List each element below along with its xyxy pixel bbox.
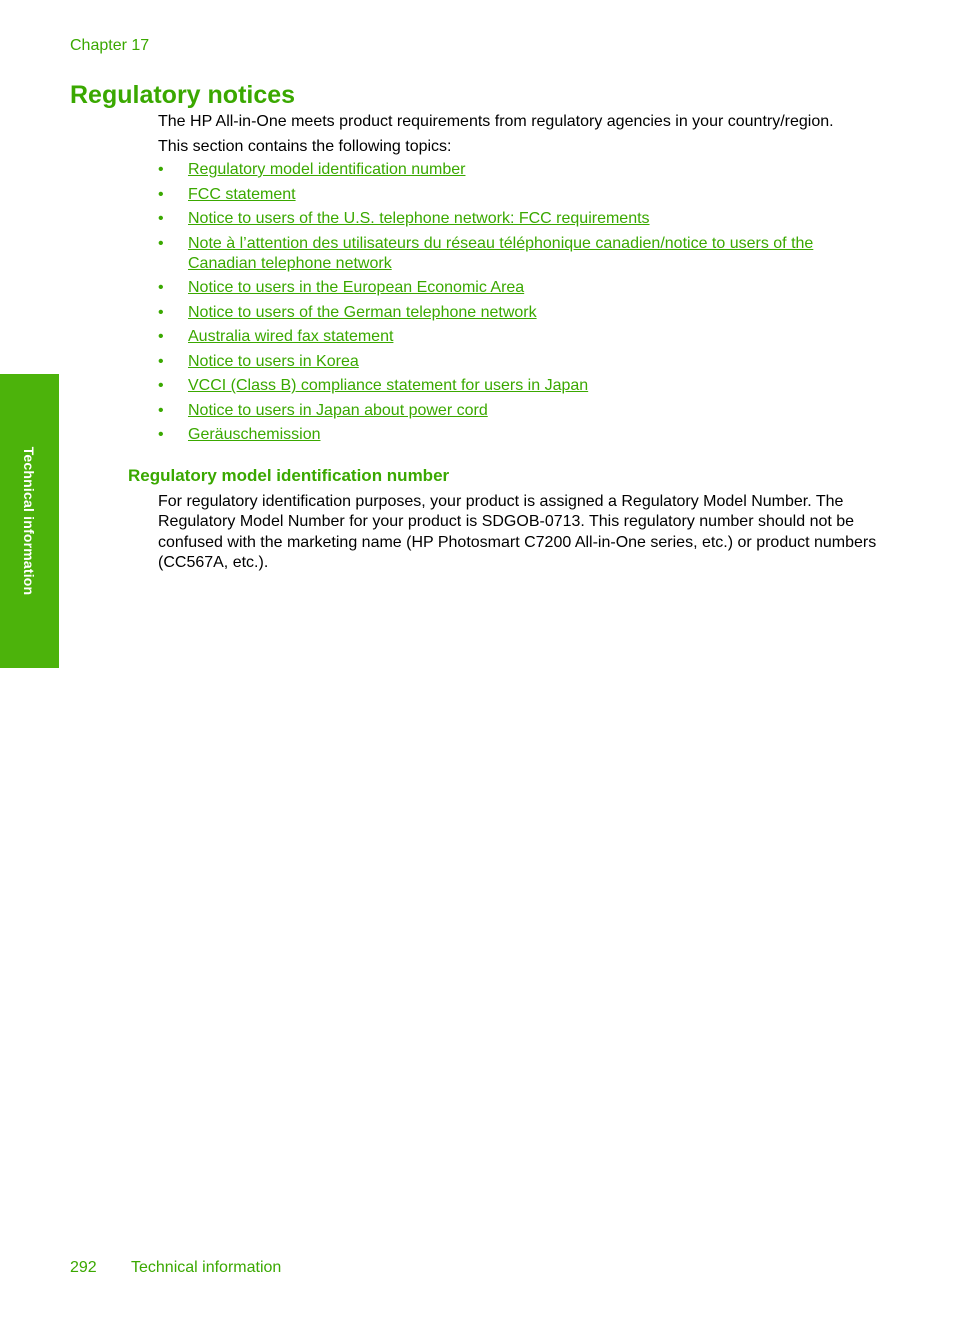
page-footer — [70, 1258, 281, 1278]
topic-link-vcci-japan[interactable]: VCCI (Class B) compliance statement for users in Japan — [188, 377, 589, 394]
list-item — [158, 303, 858, 323]
section-heading: Regulatory model identification number — [128, 466, 450, 485]
bullet-icon: • — [158, 185, 164, 203]
list-item — [158, 352, 858, 372]
topic-link-german-telephone[interactable]: Notice to users of the German telephone network — [188, 303, 537, 321]
topic-link-japan-power-cord[interactable]: Notice to users in Japan about power cord — [188, 401, 488, 419]
topic-link-regulatory-model[interactable]: Regulatory model identification number — [188, 161, 466, 178]
bullet-icon: • — [158, 426, 164, 443]
bullet-icon: • — [158, 234, 164, 252]
list-item — [158, 234, 858, 274]
chapter-label: Chapter 17 — [70, 37, 150, 54]
list-item — [158, 425, 858, 445]
list-item — [158, 278, 858, 298]
topic-link-european-economic-area[interactable]: Notice to users in the European Economic Area — [188, 279, 525, 296]
topic-list — [158, 160, 858, 450]
topic-link-fcc-statement[interactable]: FCC statement — [188, 185, 296, 203]
bullet-icon: • — [158, 210, 164, 227]
topic-link-australia-fax[interactable]: Australia wired fax statement — [188, 328, 394, 345]
topic-link-canadian-telephone[interactable]: Note à l’attention des utilisateurs du réseau téléphonique canadien/notice to users of the Canadian telephone network — [188, 234, 814, 272]
list-item — [158, 160, 858, 180]
list-item — [158, 185, 858, 205]
bullet-icon: • — [158, 279, 164, 296]
footer-section-name: Technical information — [131, 1259, 282, 1276]
list-item — [158, 376, 858, 396]
section-body: For regulatory identification purposes, your product is assigned a Regulatory Model Number. The Regulatory Model Number for your product is SDGOB-0713. This regulatory number should not be confused with the marketing name (HP Photosmart C7200 All-in-One series, etc.) or product numbers (CC567A, etc.). — [158, 493, 877, 571]
bullet-icon: • — [158, 377, 164, 394]
topic-link-gerauschemission[interactable]: Geräuschemission — [188, 426, 321, 443]
intro-paragraph: The HP All-in-One meets product requirements from regulatory agencies in your country/region. — [158, 113, 834, 130]
topic-link-us-telephone[interactable]: Notice to users of the U.S. telephone network: FCC requirements — [188, 210, 650, 227]
bullet-icon: • — [158, 401, 164, 419]
side-tab — [0, 374, 59, 668]
bullet-icon: • — [158, 352, 164, 370]
bullet-icon: • — [158, 303, 164, 321]
topic-link-korea[interactable]: Notice to users in Korea — [188, 352, 359, 370]
list-item — [158, 327, 858, 347]
list-item — [158, 401, 858, 421]
list-item — [158, 209, 858, 229]
side-tab-label: Technical information — [21, 446, 37, 596]
page-number: 292 — [70, 1259, 97, 1276]
bullet-icon: • — [158, 161, 164, 178]
topics-intro: This section contains the following topics: — [158, 138, 452, 155]
bullet-icon: • — [158, 328, 164, 345]
page-title: Regulatory notices — [70, 81, 296, 109]
